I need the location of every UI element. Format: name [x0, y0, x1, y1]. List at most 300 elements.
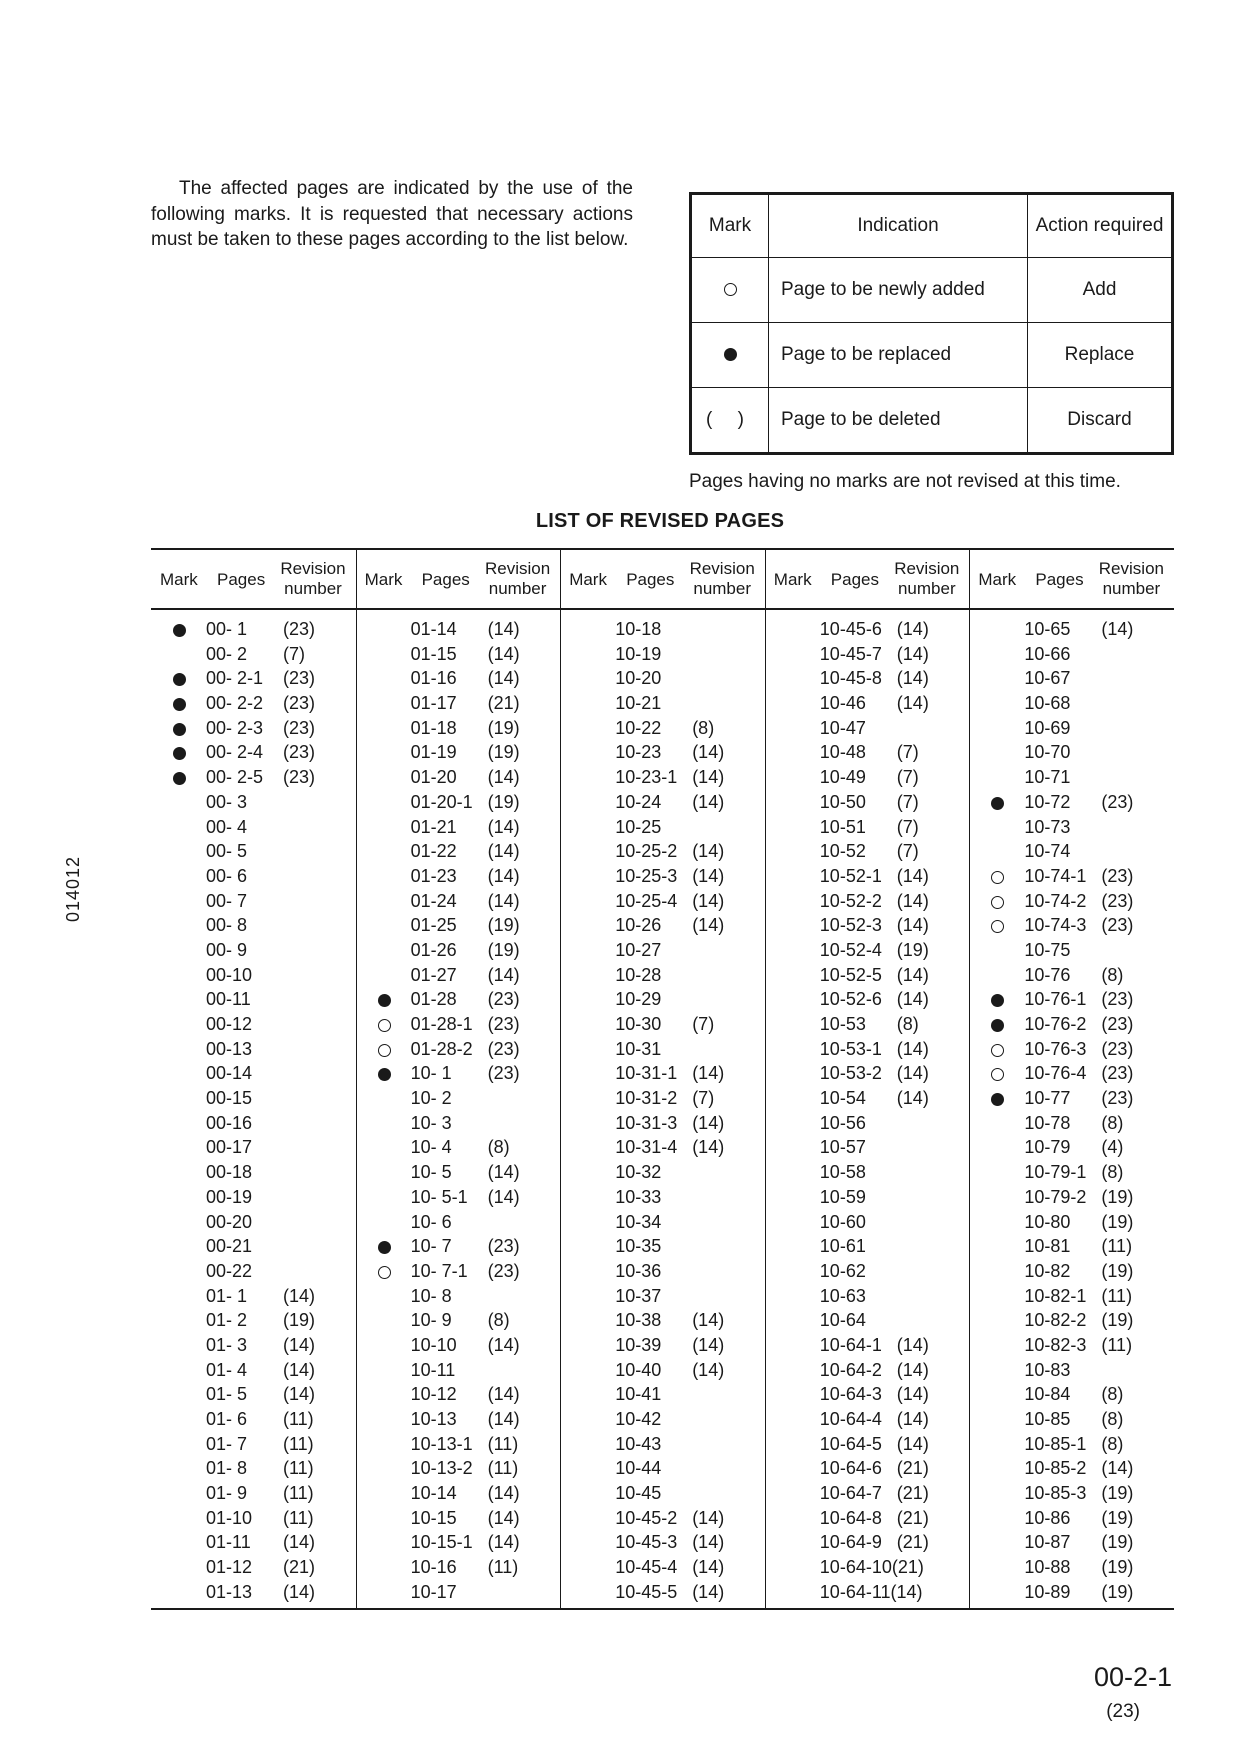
list-item [356, 939, 561, 964]
page-id: 01-26 [410, 939, 457, 960]
list-item [151, 914, 356, 939]
list-item [151, 988, 356, 1013]
list-item [969, 1211, 1174, 1236]
page-id: 10-25-3 [615, 865, 678, 886]
list-item [765, 1285, 970, 1310]
list-item [969, 1581, 1174, 1606]
list-item [765, 1309, 970, 1334]
list-item [151, 1087, 356, 1112]
page-id: 10-45-2 [615, 1507, 678, 1528]
revision-number: (7) [896, 841, 919, 862]
revision-number: (14) [692, 742, 725, 763]
list-item [765, 939, 970, 964]
page-id: 10-85-3 [1024, 1483, 1087, 1504]
revision-number: (19) [283, 1310, 316, 1331]
header-column-1 [151, 550, 356, 608]
list-item [969, 1457, 1174, 1482]
page-id: 01- 6 [206, 1409, 248, 1429]
list-item [969, 643, 1174, 668]
revision-number: (14) [487, 964, 520, 985]
page-id: 01-16 [410, 668, 457, 689]
page-id: 10-47 [819, 717, 866, 738]
header-mark: Mark [691, 194, 769, 258]
list-item [765, 1112, 970, 1137]
page-id: 10-74-3 [1024, 915, 1087, 936]
page-id: 01- 7 [206, 1433, 248, 1454]
list-item [765, 643, 970, 668]
page-revision: (23) [1106, 1701, 1140, 1722]
page-id: 10-67 [1024, 668, 1071, 689]
open-circle-icon [991, 896, 1004, 909]
page-id: 10-26 [615, 915, 662, 936]
page-id: 10-88 [1024, 1557, 1071, 1578]
list-item [765, 1383, 970, 1408]
revision-number: (14) [487, 1409, 520, 1429]
list-item [151, 1581, 356, 1606]
page-id: 10-10 [410, 1334, 457, 1355]
page-id: 01-27 [410, 964, 457, 985]
list-item [969, 1309, 1174, 1334]
list-item [560, 939, 765, 964]
page-id: 01-22 [410, 841, 457, 862]
page-id: 10-57 [819, 1137, 866, 1158]
page-id: 10-13-1 [410, 1433, 473, 1454]
revision-number: (11) [1101, 1236, 1133, 1257]
revision-number: (23) [283, 668, 316, 689]
list-item [560, 816, 765, 841]
list-item [560, 1161, 765, 1186]
revision-number: (23) [1101, 890, 1134, 911]
marks-legend-row-replace [691, 323, 1173, 388]
list-item [560, 1186, 765, 1211]
revision-number: (23) [487, 1038, 520, 1059]
page-id: 01- 9 [206, 1483, 248, 1504]
list-item [356, 988, 561, 1013]
list-item [151, 865, 356, 890]
page-id: 10- 2 [410, 1088, 452, 1109]
list-item [969, 667, 1174, 692]
revision-number: (21) [896, 1458, 929, 1479]
page-id: 10- 6 [410, 1211, 452, 1232]
filled-circle-icon [173, 747, 186, 760]
action-text: Replace [1028, 323, 1173, 388]
list-item [765, 717, 970, 742]
revision-number: (8) [487, 1310, 510, 1331]
page-id: 01- 3 [206, 1334, 248, 1355]
page-id: 10- 5 [410, 1162, 452, 1183]
page-id: 10-52-4 [819, 939, 882, 960]
revision-number: (11) [283, 1507, 314, 1528]
list-item [969, 1087, 1174, 1112]
revision-number: (19) [1101, 1483, 1134, 1504]
revision-number: (8) [896, 1014, 919, 1034]
page-id: 10-64-7 [819, 1483, 882, 1504]
page-id: 10-20 [615, 668, 662, 689]
page-id: 10-31-1 [615, 1063, 678, 1084]
list-item [765, 1359, 970, 1384]
revision-number: (14) [692, 791, 725, 812]
list-item [151, 766, 356, 791]
page-id: 10- 9 [410, 1310, 452, 1331]
page-id: 10-52-6 [819, 989, 882, 1010]
page-id: 10-86 [1024, 1507, 1071, 1528]
list-item [969, 1408, 1174, 1433]
revision-number: (14) [692, 1334, 725, 1355]
revision-number: (23) [1101, 1038, 1134, 1059]
page-id: 10-64-8 [819, 1507, 882, 1528]
list-item [151, 1211, 356, 1236]
list-item [969, 618, 1174, 643]
list-item [151, 1161, 356, 1186]
list-title: LIST OF REVISED PAGES [535, 510, 785, 532]
list-item [765, 692, 970, 717]
page-id: 10-82-1 [1024, 1285, 1087, 1306]
revision-number: (19) [487, 791, 520, 812]
list-item [765, 1260, 970, 1285]
revision-number: (23) [283, 619, 316, 639]
indication-text: Page to be newly added [769, 258, 1028, 323]
pages-column-3 [560, 618, 765, 1606]
page-id: 10-85-2 [1024, 1458, 1087, 1479]
page-id: 10-45 [615, 1483, 662, 1504]
list-item [560, 1334, 765, 1359]
page-id: 10-33 [615, 1186, 662, 1207]
page-id: 00-10 [206, 964, 253, 985]
page-id: 00- 3 [206, 791, 248, 812]
list-item [969, 766, 1174, 791]
revision-number: (14) [283, 1532, 316, 1553]
page-id: 01-21 [410, 816, 457, 837]
list-item [765, 840, 970, 865]
page-id: 10-76-4 [1024, 1063, 1087, 1084]
list-item [560, 1457, 765, 1482]
list-item [765, 766, 970, 791]
list-item [969, 1531, 1174, 1556]
page-id: 10-78 [1024, 1112, 1071, 1133]
page-id: 10-72 [1024, 791, 1071, 812]
revision-number: (23) [1101, 915, 1134, 936]
list-item [356, 865, 561, 890]
page-id: 10- 3 [410, 1112, 452, 1133]
revision-number: (11) [283, 1483, 314, 1504]
revision-number: (19) [487, 915, 520, 936]
page-id: 10- 5-1 [410, 1186, 468, 1207]
list-item [765, 1507, 970, 1532]
pages-column-1 [151, 618, 356, 1606]
page-id: 00-12 [206, 1014, 253, 1034]
list-item [969, 1334, 1174, 1359]
list-item [151, 840, 356, 865]
header-action-required: Action required [1028, 194, 1173, 258]
list-item [560, 964, 765, 989]
list-item [969, 1285, 1174, 1310]
revision-number: (23) [283, 717, 316, 738]
filled-circle-icon [991, 797, 1004, 810]
list-item [969, 1062, 1174, 1087]
list-item [765, 791, 970, 816]
list-item [969, 1482, 1174, 1507]
list-item [151, 1383, 356, 1408]
open-circle-icon [991, 1068, 1004, 1081]
page-id: 10-64-4 [819, 1409, 882, 1429]
revision-number: (14) [896, 964, 929, 985]
open-circle-icon [378, 1266, 391, 1279]
list-item [151, 964, 356, 989]
revision-number: (14) [487, 865, 520, 886]
marks-legend-row-add [691, 258, 1173, 323]
list-item [151, 618, 356, 643]
revision-number: (7) [896, 791, 919, 812]
page-id: 10- 7 [410, 1236, 452, 1257]
page-id: 00- 2-4 [206, 742, 264, 763]
list-item [969, 741, 1174, 766]
revision-number: (14) [1101, 619, 1134, 639]
list-item [560, 1408, 765, 1433]
list-item [356, 1013, 561, 1038]
list-item [969, 1507, 1174, 1532]
list-item [151, 1285, 356, 1310]
marks-legend-row-discard [691, 388, 1173, 454]
list-item [151, 1309, 356, 1334]
list-item [560, 988, 765, 1013]
list-item [969, 1136, 1174, 1161]
page-id: 10-17 [410, 1581, 457, 1602]
list-item [151, 816, 356, 841]
revision-number: (14) [487, 1384, 520, 1405]
page-id: 10-19 [615, 643, 662, 664]
list-item [356, 840, 561, 865]
header-revision-number: Revision number [689, 559, 755, 598]
revision-number: (14) [896, 619, 929, 639]
open-circle-icon [378, 1019, 391, 1032]
page-id: 10-77 [1024, 1088, 1071, 1109]
list-item [560, 840, 765, 865]
revision-number: (4) [1101, 1137, 1124, 1158]
list-item [969, 1112, 1174, 1137]
page-id: 01-18 [410, 717, 457, 738]
revision-number: (14) [283, 1334, 316, 1355]
revision-number: (14) [1101, 1458, 1134, 1479]
list-item [969, 988, 1174, 1013]
page-id: 01-20 [410, 767, 457, 788]
page-id: 00-16 [206, 1112, 253, 1133]
revision-number: (14) [487, 841, 520, 862]
no-marks-note: Pages having no marks are not revised at this time. [689, 471, 1121, 492]
list-item [765, 865, 970, 890]
list-item [356, 1136, 561, 1161]
page-id: 10-45-7 [819, 643, 882, 664]
page-id: 10-23 [615, 742, 662, 763]
page-id: 10-81 [1024, 1236, 1071, 1257]
header-mark: Mark [978, 570, 1017, 589]
list-item [969, 1235, 1174, 1260]
page-id: 00-20 [206, 1211, 253, 1232]
pages-column-5 [969, 618, 1174, 1606]
list-item [765, 1038, 970, 1063]
revision-number: (14) [487, 1532, 520, 1553]
page-id: 10-61 [819, 1236, 866, 1257]
filled-circle-icon [378, 1241, 391, 1254]
list-item [151, 1136, 356, 1161]
list-item [356, 1482, 561, 1507]
list-item [765, 1433, 970, 1458]
page-id: 01-13 [206, 1581, 253, 1602]
filled-circle-icon [724, 348, 737, 361]
revision-number: (14) [487, 890, 520, 911]
page-id: 00-21 [206, 1236, 253, 1257]
list-item [151, 1359, 356, 1384]
list-item [151, 1062, 356, 1087]
header-column-3 [560, 550, 765, 608]
page-id: 00- 1 [206, 619, 248, 639]
page-id: 01-11 [206, 1532, 251, 1553]
page-id: 10-64 [819, 1310, 866, 1331]
revision-number: (14) [283, 1285, 316, 1306]
page-id: 10-64-9 [819, 1532, 882, 1553]
page-id: 10-87 [1024, 1532, 1071, 1553]
page-id: 10-53-2 [819, 1063, 882, 1084]
page-id: 10-75 [1024, 939, 1071, 960]
page-id: 00- 4 [206, 816, 248, 837]
list-item [560, 1260, 765, 1285]
page-id: 10-24 [615, 791, 662, 812]
header-revision-number: Revision number [1098, 559, 1164, 598]
page-id: 10-76 [1024, 964, 1071, 985]
page-id: 10-79-2 [1024, 1186, 1087, 1207]
revision-number: (14) [896, 668, 929, 689]
page-id: 01-28-2 [410, 1038, 473, 1059]
list-item [151, 1556, 356, 1581]
page-id: 10-85-1 [1024, 1433, 1087, 1454]
page-id: 10-74-1 [1024, 865, 1087, 886]
page-id: 00- 5 [206, 841, 248, 862]
list-item [969, 1359, 1174, 1384]
list-item [969, 1013, 1174, 1038]
parentheses-icon: ( ) [706, 409, 754, 430]
page-id: 10-52-5 [819, 964, 882, 985]
revision-number: (14) [487, 643, 520, 664]
list-item [356, 741, 561, 766]
list-item [560, 643, 765, 668]
page-id: 10-52-2 [819, 890, 882, 911]
list-item [356, 643, 561, 668]
list-item [151, 1433, 356, 1458]
list-item [356, 1186, 561, 1211]
revision-number: (14) [692, 841, 725, 862]
revision-number: (21) [896, 1532, 929, 1553]
revision-number: (14) [896, 1334, 929, 1355]
page-id: 10-52-3 [819, 915, 882, 936]
revision-number: (7) [283, 643, 305, 664]
revision-number: (23) [1101, 1063, 1134, 1084]
list-item [560, 865, 765, 890]
list-item [356, 890, 561, 915]
filled-circle-icon [378, 1068, 391, 1081]
page-id: 10-83 [1024, 1359, 1071, 1380]
intro-text: The affected pages are indicated by the use of the following marks. It is requested that necessary actions must be taken to these pages according to the list below. [151, 178, 633, 250]
page-id: 01-28 [410, 989, 457, 1010]
list-item [969, 1038, 1174, 1063]
list-item [560, 1482, 765, 1507]
revision-number: (21) [896, 1483, 929, 1504]
revision-number: (23) [1101, 989, 1134, 1010]
revision-number: (23) [1101, 1014, 1134, 1034]
page-id: 01-20-1 [410, 791, 473, 812]
list-item [560, 914, 765, 939]
page-id: 10-31-3 [615, 1112, 678, 1133]
page-id: 10-64-3 [819, 1384, 882, 1405]
list-item [151, 890, 356, 915]
list-item [765, 741, 970, 766]
filled-circle-icon [173, 772, 186, 785]
page-id: 10-16 [410, 1557, 457, 1578]
list-item [765, 667, 970, 692]
list-item [151, 1334, 356, 1359]
list-item [356, 766, 561, 791]
list-item [560, 1013, 765, 1038]
page-id: 10-45-8 [819, 668, 882, 689]
open-circle-icon [991, 1044, 1004, 1057]
page-id: 10-68 [1024, 693, 1071, 714]
revision-number: (23) [283, 767, 316, 788]
list-item [356, 1334, 561, 1359]
page-id: 10-70 [1024, 742, 1071, 763]
page-id: 10-82 [1024, 1260, 1071, 1281]
list-item [356, 1087, 561, 1112]
page-id: 10-62 [819, 1260, 866, 1281]
revision-number: (7) [896, 816, 919, 837]
list-item [356, 1161, 561, 1186]
header-mark: Mark [160, 570, 198, 589]
page-id: 10-45-4 [615, 1557, 678, 1578]
page-id: 10-35 [615, 1236, 662, 1257]
revision-number: (14) [692, 1507, 725, 1528]
page-id: 01-19 [410, 742, 457, 763]
list-item [151, 692, 356, 717]
list-item [969, 865, 1174, 890]
page-id: 10-65 [1024, 619, 1071, 639]
list-item [560, 1136, 765, 1161]
revision-number: (11) [283, 1433, 314, 1454]
revision-number: (19) [487, 742, 520, 763]
revision-number: (14) [896, 1433, 929, 1454]
revision-number: (23) [1101, 791, 1134, 812]
page-id: 00- 2-1 [206, 668, 264, 689]
revision-number: (14) [692, 1310, 725, 1331]
page-id: 10-11 [410, 1359, 456, 1380]
page-id: 10-71 [1024, 767, 1071, 788]
list-item [560, 741, 765, 766]
page-id: 10-74-2 [1024, 890, 1087, 911]
action-text: Add [1028, 258, 1173, 323]
revision-number: (8) [1101, 1384, 1124, 1405]
list-item [560, 667, 765, 692]
indication-text: Page to be replaced [769, 323, 1028, 388]
revision-number: (21) [896, 1507, 929, 1528]
page-id: 10-25-2 [615, 841, 678, 862]
list-item [969, 816, 1174, 841]
revision-number: (14) [692, 1557, 725, 1578]
page-id: 10-18 [615, 619, 662, 639]
page-id: 10-45-6 [819, 619, 882, 639]
list-item [151, 1482, 356, 1507]
page-id: 10-15 [410, 1507, 457, 1528]
list-item [969, 840, 1174, 865]
list-item [765, 914, 970, 939]
list-item [151, 1507, 356, 1532]
list-item [969, 939, 1174, 964]
page-id: 10-30 [615, 1014, 662, 1034]
